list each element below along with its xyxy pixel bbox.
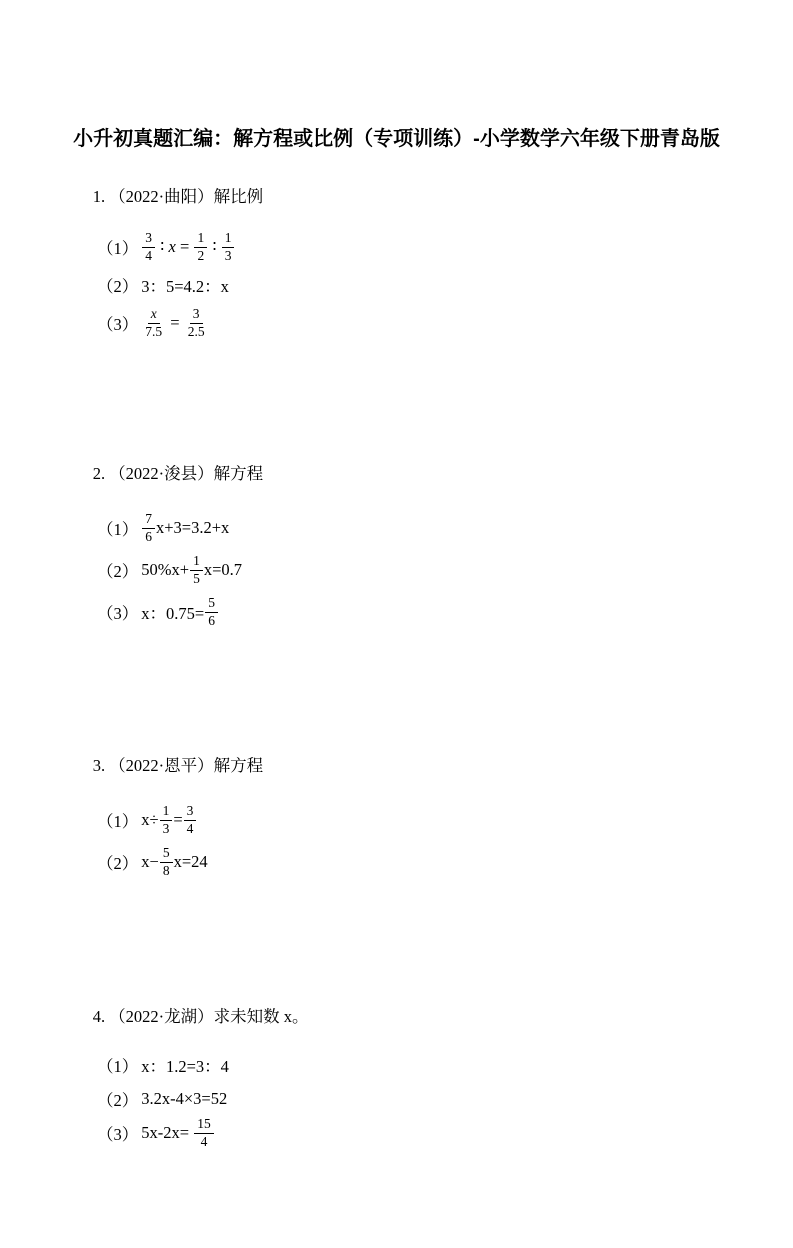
math-expression: $\frac{3}{4}$ ∶ x = $\frac{1}{2}$ ∶ $\frac{1}{3}$ [141,231,235,262]
fraction: $\frac{5}{8}$ [160,846,173,877]
math-expression: $\frac{x}{7.5}$ = $\frac{3}{2.5}$ [141,307,208,338]
exercise-item [97,1117,793,1149]
document-title: 小升初真题汇编：解方程或比例（专项训练）-小学数学六年级下册青岛版 [73,128,720,150]
fraction: $\frac{7}{6}$ [142,512,155,543]
item-label: （3） [97,315,139,334]
exercise-item [97,229,793,265]
item-label: （1） [97,239,139,258]
problem-header [68,736,793,796]
exercise-item [97,1049,793,1081]
problem-1 [68,167,793,341]
fraction: $\frac{3}{4}$ [142,231,155,262]
problem-header [68,444,793,504]
exercise-item [97,594,793,630]
fraction: $\frac{3}{2.5}$ [187,306,205,339]
problem-3 [68,736,793,880]
math-expression: x÷ $\frac{1}{3}$ = $\frac{3}{4}$ [141,804,197,835]
math-expression: x：0.75= $\frac{5}{6}$ [141,596,219,627]
fraction: $\frac{1}{5}$ [190,554,203,585]
problem-number: 4. [92,1007,106,1026]
item-label: （2） [97,854,139,873]
problem-source-task: （2022·曲阳）解比例 [109,187,264,206]
exercise-item [97,844,793,880]
item-label: （2） [97,1091,139,1110]
math-expression: x：1.2=3：4 [141,1057,229,1076]
exercise-item [97,802,793,838]
fraction: $\frac{3}{4}$ [184,804,197,835]
item-label: （1） [97,1057,139,1076]
problem-source-task: （2022·恩平）解方程 [109,756,264,775]
fraction: $\frac{1}{3}$ [222,231,235,262]
problem-number: 3. [92,756,106,775]
problem-source-task: （2022·龙湖）求未知数 x。 [109,1007,309,1026]
problem-source-task: （2022·浚县）解方程 [109,464,264,483]
item-label: （3） [97,604,139,623]
item-label: （2） [97,562,139,581]
math-expression: 3：5=4.2：x [141,277,229,296]
fraction: $\frac{1}{2}$ [194,231,207,262]
fraction: $\frac{x}{7.5}$ [145,306,163,339]
exercise-item [97,552,793,588]
math-expression: 3.2x-4×3=52 [141,1089,228,1108]
math-expression: 5x-2x= $\frac{15}{4}$ [141,1117,214,1148]
problem-header [68,987,793,1047]
problem-number: 2. [92,464,106,483]
item-label: （1） [97,812,139,831]
exercise-item [97,510,793,546]
problem-number: 1. [92,187,106,206]
fraction: $\frac{15}{4}$ [194,1117,214,1148]
item-label: （1） [97,520,139,539]
worksheet-page [0,126,793,1248]
fraction: $\frac{5}{6}$ [205,596,218,627]
exercise-item [97,267,793,303]
math-expression: 50%x+ $\frac{1}{5}$ x=0.7 [141,553,242,586]
item-label: （2） [97,277,139,296]
math-expression: x− $\frac{5}{8}$ x=24 [141,845,208,878]
problem-header [68,167,793,227]
problem-2 [68,444,793,630]
exercise-item [97,1083,793,1115]
item-label: （3） [97,1125,139,1144]
math-expression: $\frac{7}{6}$ x+3=3.2+x [141,512,229,543]
problem-4 [68,987,793,1149]
fraction: $\frac{1}{3}$ [160,804,173,835]
exercise-item [97,305,793,341]
